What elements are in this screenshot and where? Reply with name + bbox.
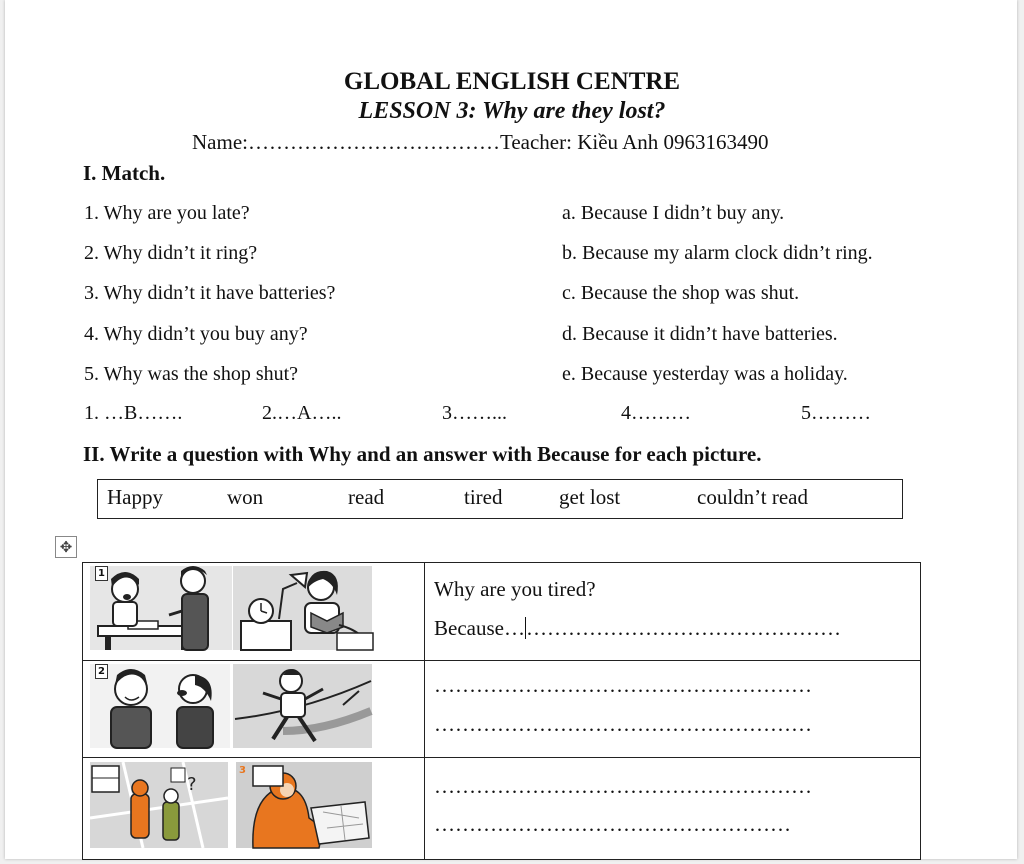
table-row (83, 758, 921, 860)
match-question: 1. Why are you late? (84, 202, 250, 224)
match-question: 2. Why didn’t it ring? (84, 242, 258, 264)
table-row (83, 563, 921, 661)
picture-cell (83, 563, 425, 661)
page-title: GLOBAL ENGLISH CENTRE (343, 68, 681, 95)
answer-line[interactable] (434, 616, 841, 641)
answer-dots: ……………………………………… (525, 616, 841, 640)
picture-number: 1 (95, 566, 108, 581)
because-prefix: Because… (434, 616, 525, 640)
word-bank-word: read (348, 485, 385, 509)
table-row (83, 661, 921, 758)
word-bank (97, 479, 903, 519)
answer-blank-5[interactable]: 5……… (801, 402, 871, 424)
word-bank-word: tired (464, 485, 503, 509)
answer-line[interactable]: …………………………………………… (434, 812, 791, 836)
match-answer: e. Because yesterday was a holiday. (562, 363, 848, 385)
answer-blank-2[interactable]: 2.…A….. (262, 402, 342, 424)
picture-2-illustration (83, 661, 423, 757)
word-bank-word: get lost (559, 485, 621, 509)
match-question: 5. Why was the shop shut? (84, 363, 299, 385)
answer-blank-1[interactable]: 1. …B……. (84, 402, 183, 424)
match-answer: d. Because it didn’t have batteries. (562, 323, 838, 345)
section-1-heading: I. Match. (83, 161, 166, 185)
answer-cell (425, 758, 921, 860)
name-teacher-line: Name:………………………………Teacher: Kiều Anh 0963163490 (192, 130, 769, 154)
lesson-subtitle: LESSON 3: Why are they lost? (358, 98, 666, 124)
word-bank-word: couldn’t read (697, 485, 808, 509)
picture-cell (83, 661, 425, 758)
word-bank-word: won (227, 485, 264, 509)
answer-blank-3[interactable]: 3……... (442, 402, 507, 424)
match-answer: c. Because the shop was shut. (562, 282, 800, 304)
picture-exercise-table (82, 562, 921, 860)
match-answer: b. Because my alarm clock didn’t ring. (562, 242, 873, 264)
svg-text:?: ? (187, 774, 197, 795)
answer-cell (425, 563, 921, 661)
match-answer: a. Because I didn’t buy any. (562, 202, 785, 224)
question-line[interactable]: ……………………………………………… (434, 673, 812, 697)
picture-number: 3 (239, 765, 246, 776)
word-bank-word: Happy (107, 485, 163, 509)
question-line: Why are you tired? (434, 577, 596, 601)
answer-blank-4[interactable]: 4……… (621, 402, 691, 424)
picture-3-illustration (83, 758, 423, 859)
answer-line[interactable]: ……………………………………………… (434, 712, 812, 736)
table-move-handle-icon[interactable]: ✥ (55, 536, 77, 558)
match-question: 4. Why didn’t you buy any? (84, 323, 308, 345)
picture-number: 2 (95, 664, 108, 679)
answer-cell (425, 661, 921, 758)
question-line[interactable]: ……………………………………………… (434, 774, 812, 798)
picture-1-illustration (83, 563, 423, 660)
match-question: 3. Why didn’t it have batteries? (84, 282, 336, 304)
picture-cell (83, 758, 425, 860)
section-2-heading: II. Write a question with Why and an answer with Because for each picture. (83, 442, 762, 466)
